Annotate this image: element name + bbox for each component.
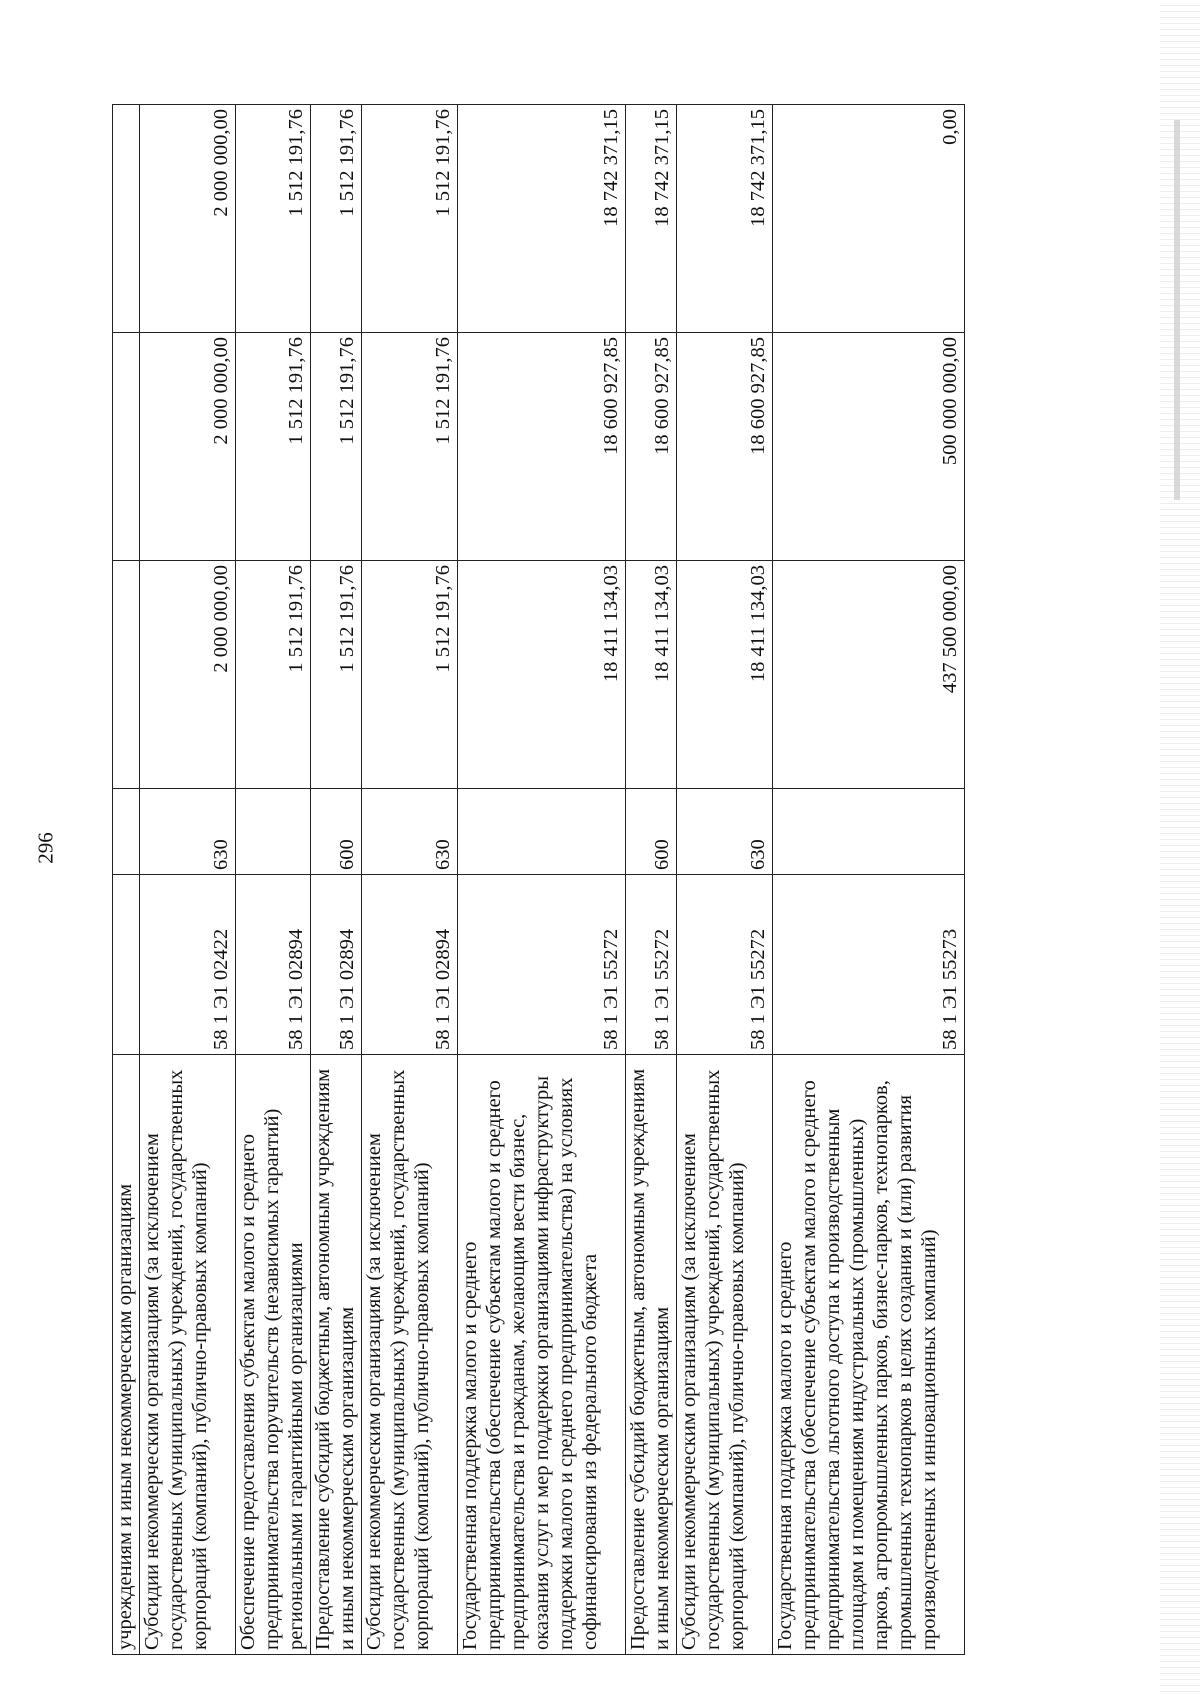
amount-year-3: 18 742 371,15 <box>457 105 625 333</box>
target-article-code: 58 1 Э1 02422 <box>140 875 236 1055</box>
amount-year-3: 0,00 <box>772 105 964 333</box>
row-name: Государственная поддержка малого и среднего предпринимательства (обеспечение субъектам малого и среднего предпринимательства и гражданам, желающим вести бизнес, оказания услуг и мер поддержки организациями инфраструктуры поддержки малого и среднего предпринимательства) на условиях софинансирования из федерального бюджета <box>457 1055 625 1655</box>
page-number: 296 <box>33 832 58 864</box>
row-name: учреждениям и иным некоммерческим организациям <box>113 1055 140 1655</box>
amount-year-1: 1 512 191,76 <box>310 561 361 789</box>
expense-type-code <box>772 789 964 875</box>
table-row <box>676 105 772 1655</box>
row-name: Субсидии некоммерческим организациям (за исключением государственных (муниципальных) учреждений, государственных корпораций (компаний), публично-правовых компаний) <box>140 1055 236 1655</box>
table-row <box>236 105 311 1655</box>
amount-year-1: 2 000 000,00 <box>140 561 236 789</box>
row-name: Субсидии некоммерческим организациям (за исключением государственных (муниципальных) учреждений, государственных корпораций (компаний), публично-правовых компаний) <box>676 1055 772 1655</box>
expense-type-code: 630 <box>140 789 236 875</box>
expense-type-code <box>113 789 140 875</box>
amount-year-2: 18 600 927,85 <box>457 333 625 561</box>
amount-year-3: 1 512 191,76 <box>361 105 457 333</box>
table-row <box>772 105 964 1655</box>
table-row <box>457 105 625 1655</box>
amount-year-2: 2 000 000,00 <box>140 333 236 561</box>
amount-year-3: 2 000 000,00 <box>140 105 236 333</box>
amount-year-3: 1 512 191,76 <box>236 105 311 333</box>
row-name: Предоставление субсидий бюджетным, автономным учреждениям и иным некоммерческим организациям <box>625 1055 676 1655</box>
amount-year-2: 1 512 191,76 <box>310 333 361 561</box>
table-row <box>310 105 361 1655</box>
target-article-code: 58 1 Э1 55272 <box>625 875 676 1055</box>
target-article-code: 58 1 Э1 55272 <box>457 875 625 1055</box>
table-row <box>361 105 457 1655</box>
table-row <box>625 105 676 1655</box>
amount-year-2: 1 512 191,76 <box>361 333 457 561</box>
target-article-code: 58 1 Э1 55272 <box>676 875 772 1055</box>
row-name: Обеспечение предоставления субъектам малого и среднего предпринимательства поручительств (независимых гарантий) региональными гарантийными организациями <box>236 1055 311 1655</box>
table-row <box>113 105 140 1655</box>
amount-year-1: 18 411 134,03 <box>676 561 772 789</box>
amount-year-1: 1 512 191,76 <box>361 561 457 789</box>
expense-type-code <box>236 789 311 875</box>
expense-type-code <box>457 789 625 875</box>
amount-year-3: 18 742 371,15 <box>676 105 772 333</box>
amount-year-1: 437 500 000,00 <box>772 561 964 789</box>
amount-year-3 <box>113 105 140 333</box>
target-article-code: 58 1 Э1 02894 <box>310 875 361 1055</box>
budget-table <box>112 104 965 1655</box>
row-name: Предоставление субсидий бюджетным, автономным учреждениям и иным некоммерческим организациям <box>310 1055 361 1655</box>
amount-year-3: 1 512 191,76 <box>310 105 361 333</box>
amount-year-2: 18 600 927,85 <box>625 333 676 561</box>
amount-year-1: 18 411 134,03 <box>625 561 676 789</box>
amount-year-1 <box>113 561 140 789</box>
amount-year-2 <box>113 333 140 561</box>
target-article-code: 58 1 Э1 55273 <box>772 875 964 1055</box>
scan-edge-noise <box>1160 0 1200 1695</box>
table-row <box>140 105 236 1655</box>
amount-year-2: 500 000 000,00 <box>772 333 964 561</box>
expense-type-code: 630 <box>361 789 457 875</box>
row-name: Государственная поддержка малого и среднего предпринимательства (обеспечение субъектам малого и среднего предпринимательства льготного доступа к производственным площадям и помещениям индустриальных (промышленных) парков, агропромышленных парков, бизнес-парков, технопарков, промышленных технопарков в целях создания и (или) развития производственных и инновационных компаний) <box>772 1055 964 1655</box>
rotated-table-area <box>112 105 961 1655</box>
amount-year-3: 18 742 371,15 <box>625 105 676 333</box>
amount-year-2: 18 600 927,85 <box>676 333 772 561</box>
scan-edge-mark <box>1174 120 1180 500</box>
expense-type-code: 600 <box>310 789 361 875</box>
row-name: Субсидии некоммерческим организациям (за исключением государственных (муниципальных) учреждений, государственных корпораций (компаний), публично-правовых компаний) <box>361 1055 457 1655</box>
target-article-code: 58 1 Э1 02894 <box>236 875 311 1055</box>
target-article-code <box>113 875 140 1055</box>
expense-type-code: 600 <box>625 789 676 875</box>
amount-year-1: 1 512 191,76 <box>236 561 311 789</box>
amount-year-1: 18 411 134,03 <box>457 561 625 789</box>
target-article-code: 58 1 Э1 02894 <box>361 875 457 1055</box>
amount-year-2: 1 512 191,76 <box>236 333 311 561</box>
expense-type-code: 630 <box>676 789 772 875</box>
